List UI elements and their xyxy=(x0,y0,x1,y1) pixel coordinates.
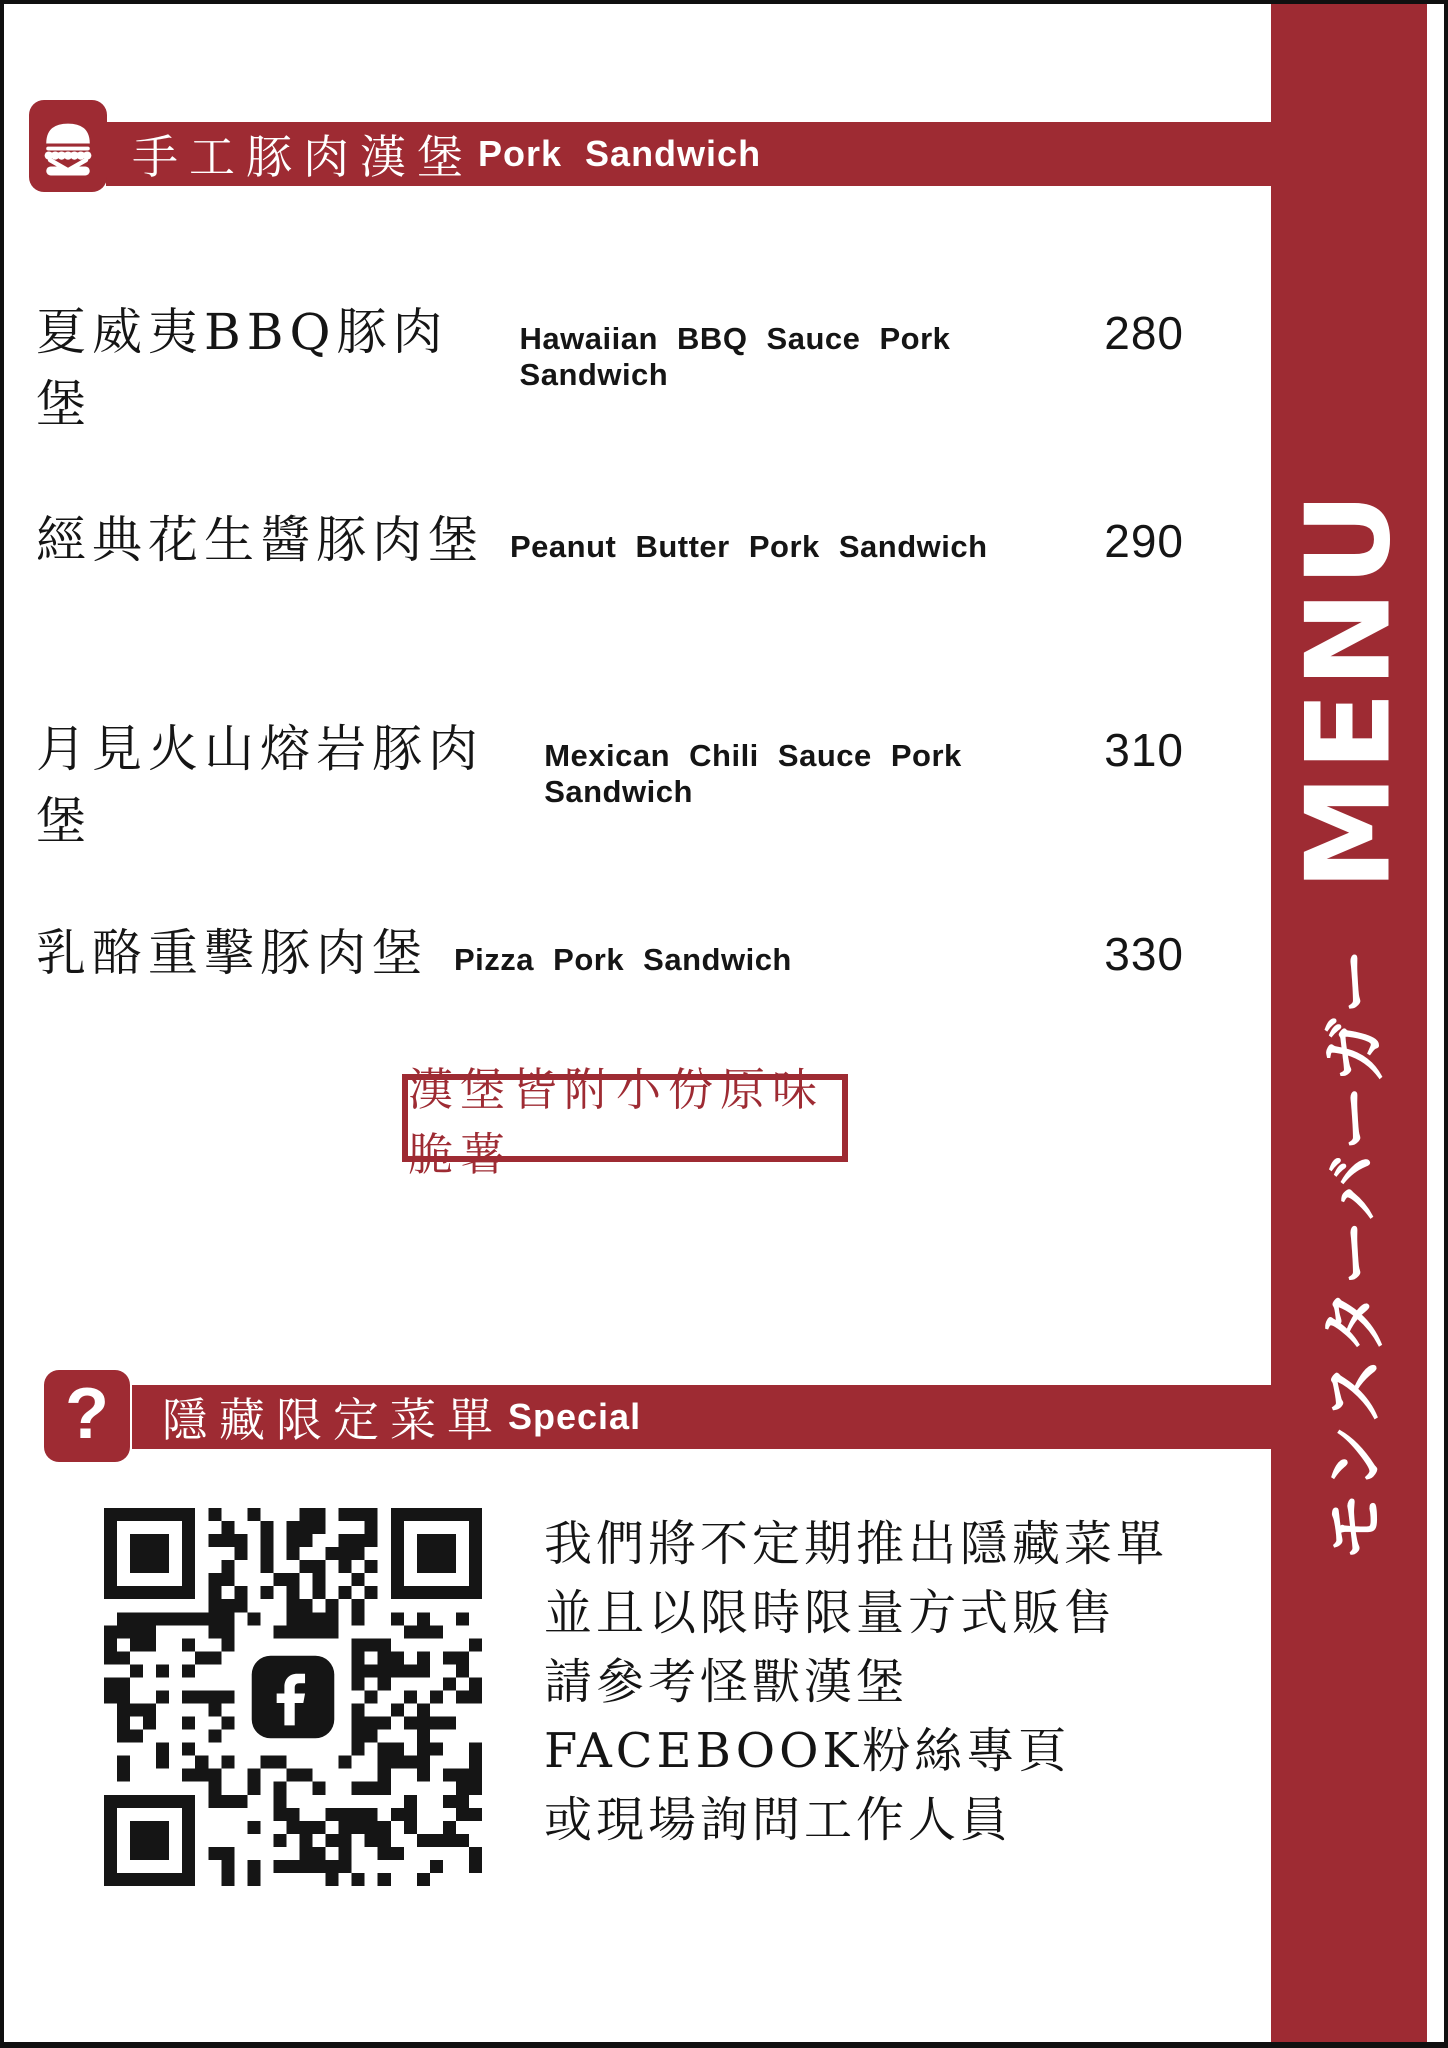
brand-name-vertical: モンスターバーガー xyxy=(1316,945,1394,1560)
burger-icon xyxy=(29,100,107,192)
special-info-text xyxy=(544,1510,1168,1855)
facebook-icon xyxy=(250,1654,336,1740)
question-icon-glyph: ? xyxy=(65,1374,109,1454)
menu-item-row xyxy=(36,292,1184,436)
menu-item-row xyxy=(36,709,1184,853)
burger-icon-glyph xyxy=(36,106,100,186)
question-icon xyxy=(44,1370,130,1462)
info-line: 請參考怪獸漢堡 xyxy=(544,1654,909,1710)
sidebar-brand-bar xyxy=(1271,4,1427,2042)
menu-word-vertical: MENU xyxy=(1281,488,1417,891)
special-section-title-zh: 隱藏限定菜單 xyxy=(162,1393,504,1447)
item-name-zh: 月見火山熔岩豚肉堡 xyxy=(36,720,484,850)
menu-item-row xyxy=(36,500,1184,572)
item-name-zh: 乳酪重擊豚肉堡 xyxy=(36,924,428,982)
item-price: 280 xyxy=(1104,307,1184,359)
item-name-en: Hawaiian BBQ Sauce Pork Sandwich xyxy=(519,321,951,392)
item-name-en: Pizza Pork Sandwich xyxy=(454,942,792,977)
info-line: 我們將不定期推出隱藏菜單 xyxy=(544,1516,1169,1572)
info-line: FACEBOOK粉絲專頁 xyxy=(544,1723,1071,1779)
special-section-header xyxy=(132,1385,1271,1449)
pork-section-title-en: Pork Sandwich xyxy=(478,133,762,174)
menu-item-row xyxy=(36,913,1184,985)
item-name-zh: 經典花生醬豚肉堡 xyxy=(36,511,484,569)
item-price: 330 xyxy=(1104,928,1184,980)
pork-section-title-zh: 手工豚肉漢堡 xyxy=(132,130,474,184)
item-name-en: Mexican Chili Sauce Pork Sandwich xyxy=(544,738,962,809)
item-price: 310 xyxy=(1104,724,1184,776)
item-price: 290 xyxy=(1104,515,1184,567)
fries-note-box: 漢堡皆附小份原味脆薯 xyxy=(402,1074,848,1162)
item-name-zh: 夏威夷BBQ豚肉堡 xyxy=(36,303,449,433)
info-line: 或現場詢問工作人員 xyxy=(544,1792,1013,1848)
special-section-title-en: Special xyxy=(508,1396,642,1437)
pork-section-header xyxy=(106,122,1271,186)
vertical-brand-text xyxy=(1282,488,1417,1559)
info-line: 並且以限時限量方式販售 xyxy=(544,1585,1117,1641)
item-name-en: Peanut Butter Pork Sandwich xyxy=(510,529,988,564)
